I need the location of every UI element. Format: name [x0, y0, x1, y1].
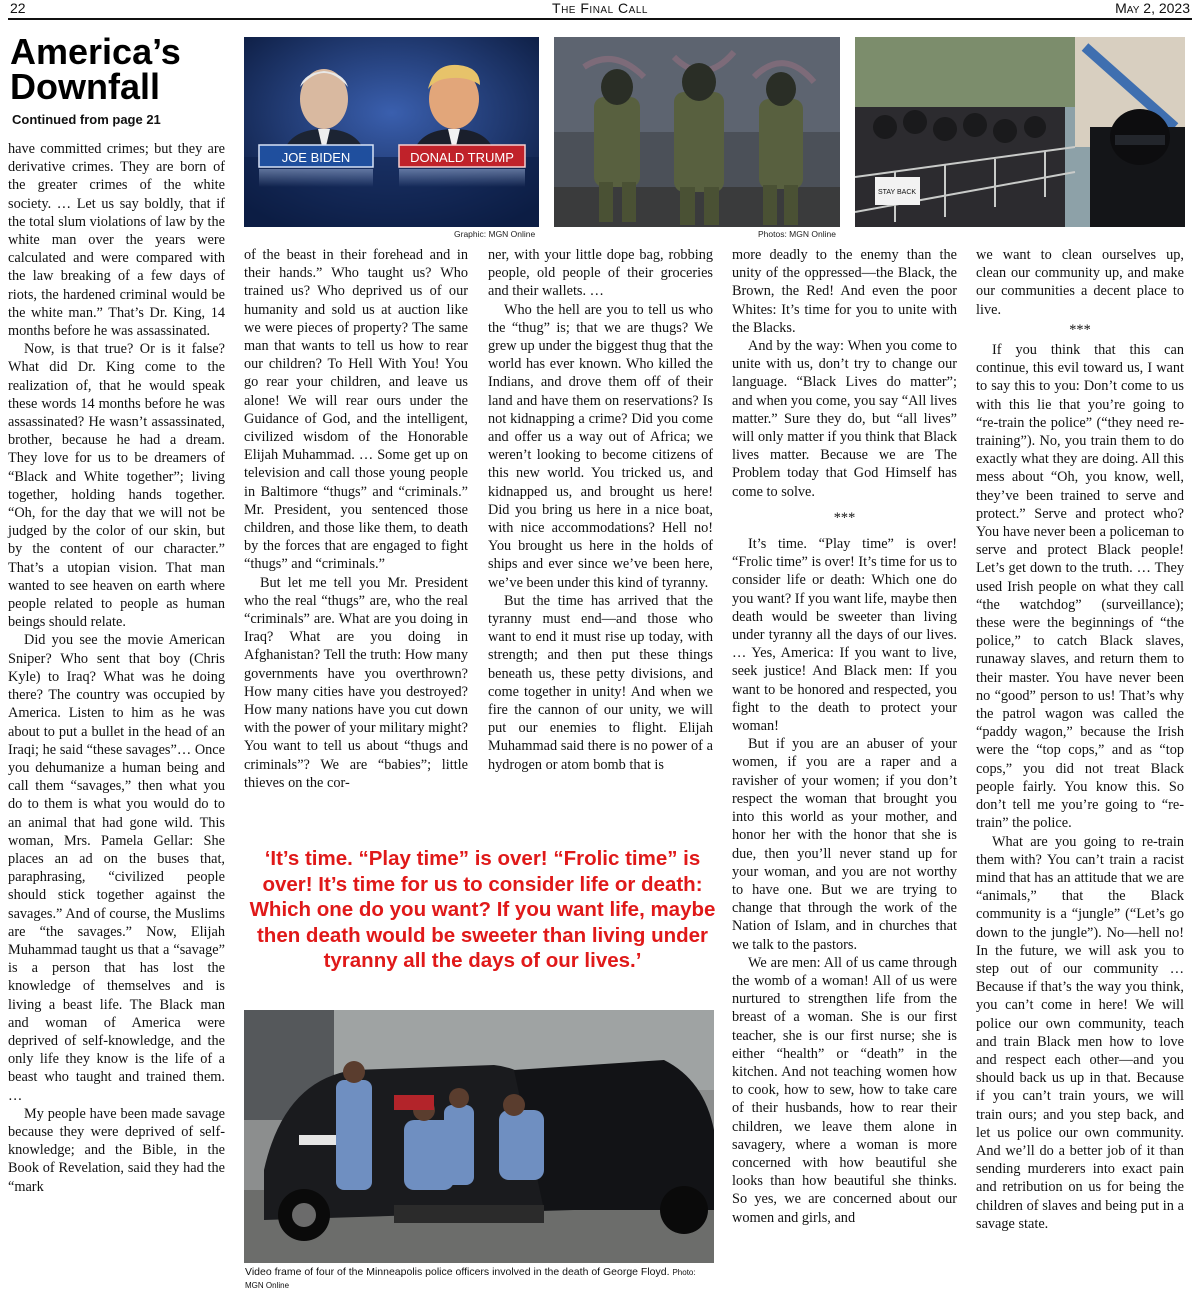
paragraph: We are men: All of us came through the womb of a woman! All of us were nurtured to strengthen life from the breast of a woman. She is our first teacher, she is our first nurse; she is either “health” or “death” in the kitchen. And not teaching women how to cook, how to sew, how to take care of their husbands, how to rear their children, we leave them alone in savagery, where a woman is more concerned with how beautiful she looks than how beautiful she thinks. So yes, we are concerned about our women and girls, and: [732, 954, 957, 1226]
column-2: [244, 246, 468, 792]
paragraph: Did you see the movie American Sniper? Who sent that boy (Chris Kyle) to Iraq? What was he doing there? The country was occupied by America. Listen to him as he was about to put a bullet in the head of an Iraqi; he said “these savages”… Once you dehumanize a human being and call them “savages,” then what you do to them is what you would do to an animal that had gone wild. This woman, Mrs. Pamela Gellar: She places an ad on the buses that, paraphrasing, “civilized people should stick together against the savages.” And of course, the Muslims are “the savages.” Now, Elijah Muhammad taught us that a “savage” is a person that has lost the knowledge of themselves and is living a beast life. The Black man and woman of America were deprived of self-knowledge, and the only life they know is the life of a beast who taught and trained them. …: [8, 632, 225, 1104]
paragraph: My people have been made savage because they were deprived of self-knowledge; and the Bible, in the Book of Revelation, said they had the “mark: [8, 1105, 225, 1195]
paragraph: Who the hell are you to tell us who the “thug” is; that we are thugs? We grew up under the biggest thug that the world has ever known. Who killed the Indians, and drove them off of their land and have them on reservations? Is not kidnapping a crime? Did you come and offer us a way out of Africa; we weren’t looking to become citizens of this new world. You tricked us, and kidnapped us, and brought us here! Did you bring us here in a nice boat, with nice accommodations? Hell no! You brought us here in the holds of ships and ever since we’ve been here, we’ve been under this kind of tyranny.: [488, 301, 713, 591]
column-4: [732, 246, 957, 1227]
photo-caption: [245, 1266, 715, 1292]
caption-text: Video frame of four of the Minneapolis police officers involved in the death of George Floyd.: [245, 1266, 670, 1278]
paragraph: But the time has arrived that the tyranny must end—and those who want to end it must rise up today, with strength; and then put these things beneath us, these petty divisions, and come together in unity! And when we fire the cannon of our unity, we will put our enemies to flight. Elijah Muhammad said there is no power of a hydrogen or atom bomb that is: [488, 592, 713, 773]
arrest-video-frame: [244, 1010, 714, 1263]
paragraph: more deadly to the enemy than the unity of the oppressed—the Black, the Brown, the Red! And even the poor Whites: It’s time for you to unite with the Blacks.: [732, 247, 957, 336]
section-break: ***: [1069, 321, 1091, 338]
paragraph: And by the way: When you come to unite with us, don’t try to change our language. “Black Lives do matter”; and when you come, you say “All lives matter.” Sure they do, but “all lives” will only matter if you think that Black lives matter. Because we are The Problem today that God Himself has come to solve.: [732, 338, 957, 500]
column-1: [8, 140, 225, 1196]
section-break: ***: [833, 509, 856, 526]
paragraph: But let me tell you Mr. President who the real “thugs” are, who the real “criminals” are. What are you doing in Iraq? What are you doing in Afghanistan? Tell the truth: How many governments have you overthrown? How many cities have you destroyed? How many nations have you cut down with the power of your military might? You want to tell us about “thugs and criminals”? We are “babies”; little thieves on the cor-: [244, 574, 468, 791]
article-headline: America’s Downfall: [10, 31, 181, 107]
page-header: [10, 0, 1190, 17]
debate-graphic-art: [244, 37, 539, 227]
paragraph: we want to clean ourselves up, clean our community up, and make our communities a decent place to live.: [976, 247, 1184, 318]
paragraph: But if you are an abuser of your women, if you are a raper and a ravisher of your women; if you don’t respect the woman that brought you into this world as your mother, and honor her with the honor that she is due, then you’ll never stand up for your woman, and you are not worthy to have one. But we are trying to change that through the work of the Nation of Islam, and in churches that we talk to the pastors.: [732, 736, 957, 953]
riot-gear-photo: [554, 37, 840, 227]
paragraph: ner, with your little dope bag, robbing people, old people of their groceries and their wallets. …: [488, 247, 713, 300]
protest-credit: Photos: MGN Online: [758, 229, 836, 239]
page-number: 22: [10, 0, 26, 16]
publication-name: The Final Call: [552, 0, 648, 16]
continued-label: Continued from page 21: [12, 112, 161, 127]
protest-line-photo: [855, 37, 1185, 227]
debate-credit: Graphic: MGN Online: [454, 229, 536, 239]
paragraph: Now, is that true? Or is it false? What did Dr. King come to the realization of, that he would speak these words 14 months before he was assassinated? He wasn’t assassinated, brother, because he had a dream. They love for us to be dreamers of “Black and White together”; living together, holding hands together. “Oh, for the day that we will not be judged by the color of our skin, but by the content of our character.” That’s a utopian vision. That man wanted to see heaven on earth where people related to people as human beings should relate.: [8, 341, 225, 631]
caption-credit: Photo: MGN Online: [245, 1268, 696, 1290]
issue-date: May 2, 2023: [1115, 0, 1190, 16]
protest-sign-text: STAY BACK: [877, 189, 917, 196]
paragraph: If you think that this can continue, this evil toward us, I want to say this to you: Don’t come to us with this lie that you’re going to “re-train the police” (“they need re-training”). No, you train them to do exactly what they are doing. All this mess about “Oh, you know, well, they’ve been trained to serve and protect.” Serve and protect who? You have never been a policeman to serve and protect Black people! Let’s get down to the truth. … They used Irish people on what they call “the watchdog” (surveillance); these were the beginnings of “the police,” to catch Black slaves, runaway slaves, and return them to their master. You have never been no “good” person to us! That’s why the patrol wagon was called the “paddy wagon,” because the Irish were the “top cops,” and as “top cops,” you did not treat Black people fairly. You know this. So don’t tell me you’re going to “re-train” the police.: [976, 342, 1184, 832]
paragraph: What are you going to re-train them with? You can’t train a racist mind that has an attitude that we are “animals,” that the Black community is a “jungle” (“Let’s go down to the jungle”). No—hell no! In the future, we will ask you to step out of our community … Because if that’s the way you think, you can’t come in here! We will police our own community, teach and train Black men how to love and respect each other—and you should back us up in that. Because if you can’t train yours, we will train ours; and you step back, and let us police our own community. And we’ll do a better job of it than sending murderers into exact pain and retribution on us for being the children of slaves and being put in a savage state.: [976, 833, 1184, 1232]
pull-quote: ‘It’s time. “Play time” is over! “Frolic time” is over! It’s time for us to consider life or death: Which one do you want? If you want life, maybe then death would be sweeter than living under tyranny all the days of our lives.’: [249, 847, 716, 972]
name-left: JOE BIDEN: [281, 150, 351, 165]
paragraph: have committed crimes; but they are derivative crimes. They are born of the greater crimes of the white society. … Let us say boldly, that if the total slum violations of law by the white man over the years were calculated and were compared with the law breaking of a few days of riots, the hardened criminal would be the white man.” That’s Dr. King, 14 months before he was assassinated.: [8, 141, 225, 340]
header-rule: [8, 18, 1192, 20]
column-3: [488, 246, 713, 774]
debate-graphic: [244, 37, 539, 227]
paragraph: of the beast in their forehead and in their hands.” Who taught us? Who trained us? Who deprived us of our humanity and sold us at auction like we were pieces of property? The same man that wants to tell us how to rear our children? To Hell With You! You go rear your children, and leave us alone! We will rear ours under the Guidance of God, and the intelligent, civilized wisdom of the Honorable Elijah Muhammad. … Some get up on television and call those young people in Baltimore “thugs” and “criminals.” Mr. President, you sentenced those children, and those like them, to death by the forces that are engaged to fight “thugs” and “criminals.”: [244, 247, 468, 573]
name-right: DONALD TRUMP: [410, 150, 514, 165]
paragraph: It’s time. “Play time” is over! “Frolic time” is over! It’s time for us to consider life or death: Which one do you want? If you want life, maybe then death would be sweeter than living under tyranny all the days of our lives. … Yes, America: If you want to live, seek justice! And Black men: If you want to be honored and respected, you fight to the death to protect your woman!: [732, 536, 957, 735]
column-5: [976, 246, 1184, 1233]
